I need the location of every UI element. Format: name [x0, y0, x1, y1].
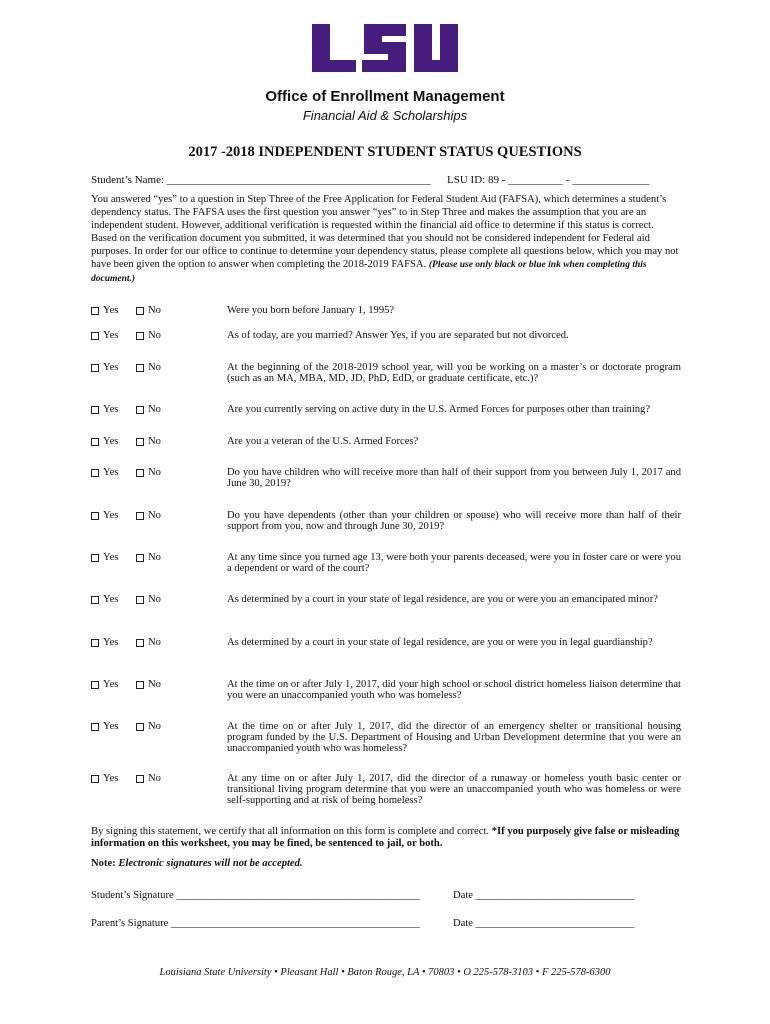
yes-checkbox[interactable] [91, 554, 99, 562]
yes-label: Yes [103, 330, 119, 341]
logo-letter-1 [312, 24, 356, 72]
question-text: Are you currently serving on active duty in the U.S. Armed Forces for purposes other than training? [227, 404, 651, 415]
no-checkbox[interactable] [136, 438, 144, 446]
yes-label: Yes [103, 721, 119, 732]
yes-option[interactable] [91, 594, 118, 605]
lsu-id-field[interactable]: LSU ID: 89 - __________ - ______________ [447, 174, 650, 186]
yes-option[interactable] [91, 436, 118, 447]
logo-letter-2 [362, 24, 406, 72]
certification-text: By signing this statement, we certify that all information on this form is complete and correct. [91, 826, 490, 837]
yes-checkbox[interactable] [91, 775, 99, 783]
no-label: No [148, 436, 161, 447]
intro-text: You answered “yes” to a question in Step Three of the Free Application for Federal Student Aid (FAFSA), which determines a student’s dependency status. The FAFSA uses the first question you answer “yes” to in Step Three and makes the assumption that you are an independent student. However, additional verification is requested within the financial aid office to determine if this status is correct. Based on the verification document you submitted, it was determined that you should not be considered independent for Federal aid purposes. In order for our office to continue to determine your dependency status, please complete all questions below, which you may not have been given the option to answer when completing the 2018-2019 FAFSA. [91, 194, 679, 270]
no-option[interactable] [136, 404, 161, 415]
logo-letter-3 [414, 24, 458, 72]
yes-label: Yes [103, 679, 119, 690]
no-label: No [148, 510, 161, 521]
student-signature-field[interactable]: Student’s Signature ______________________________________________ [91, 890, 420, 901]
parent-date-field[interactable]: Date ______________________________ [453, 918, 635, 929]
no-label: No [148, 467, 161, 478]
no-option[interactable] [136, 773, 161, 784]
student-date-field[interactable]: Date ______________________________ [453, 890, 635, 901]
yes-option[interactable] [91, 404, 118, 415]
question-text: At any time since you turned age 13, were both your parents deceased, were you in foster care or were you a dependent or ward of the court? [227, 552, 681, 574]
department-name: Financial Aid & Scholarships [302, 108, 468, 123]
question-text: Are you a veteran of the U.S. Armed Forces? [227, 436, 419, 447]
yes-label: Yes [103, 637, 119, 648]
parent-signature-field[interactable]: Parent’s Signature _______________________________________________ [91, 918, 420, 929]
yes-label: Yes [103, 305, 119, 316]
yes-checkbox[interactable] [91, 307, 99, 315]
question-text: At the time on or after July 1, 2017, did the director of an emergency shelter or transitional housing program funded by the U.S. Department of Housing and Urban Development determine that you were an unaccompanied youth who was homeless? [227, 721, 681, 754]
no-checkbox[interactable] [136, 469, 144, 477]
yes-option[interactable] [91, 510, 118, 521]
no-option[interactable] [136, 362, 161, 373]
no-checkbox[interactable] [136, 364, 144, 372]
no-option[interactable] [136, 679, 161, 690]
question-text: Do you have dependents (other than your children or spouse) who will receive more than half of their support from you, now and through June 30, 2019? [227, 510, 681, 532]
no-label: No [148, 362, 161, 373]
lsu-logo-icon [310, 22, 460, 74]
lsu-logo [0, 22, 770, 79]
intro-hint: (Please use only black or blue ink when completing this document.) [91, 260, 647, 284]
yes-label: Yes [103, 510, 119, 521]
no-label: No [148, 679, 161, 690]
no-label: No [148, 637, 161, 648]
question-text: At the time on or after July 1, 2017, did your high school or school district homeless liaison determine that you were an unaccompanied youth who was homeless? [227, 679, 681, 701]
yes-label: Yes [103, 467, 119, 478]
question-text: Were you born before January 1, 1995? [227, 305, 395, 316]
no-option[interactable] [136, 467, 161, 478]
yes-checkbox[interactable] [91, 596, 99, 604]
yes-option[interactable] [91, 552, 118, 563]
yes-checkbox[interactable] [91, 512, 99, 520]
no-label: No [148, 721, 161, 732]
yes-label: Yes [103, 552, 119, 563]
no-option[interactable] [136, 552, 161, 563]
no-option[interactable] [136, 721, 161, 732]
question-text: At any time on or after July 1, 2017, did the director of a runaway or homeless youth basic center or transitional living program determine that you were an unaccompanied youth who was homeless or were self-supporting and at risk of being homeless? [227, 773, 681, 806]
office-name: Office of Enrollment Management [265, 88, 505, 105]
no-checkbox[interactable] [136, 775, 144, 783]
student-name-field[interactable]: Student’s Name: ________________________________________________ [91, 174, 431, 186]
question-text: At the beginning of the 2018-2019 school year, will you be working on a master’s or doctorate program (such as an MA, MBA, MD, JD, PhD, EdD, or graduate certificate, etc.)? [227, 362, 681, 384]
note [91, 858, 303, 869]
no-checkbox[interactable] [136, 554, 144, 562]
question-text: As determined by a court in your state of legal residence, are you or were you in legal guardianship? [227, 637, 653, 648]
no-label: No [148, 330, 161, 341]
yes-option[interactable] [91, 330, 118, 341]
yes-option[interactable] [91, 773, 118, 784]
yes-checkbox[interactable] [91, 332, 99, 340]
note-label: Note: [91, 858, 116, 869]
no-option[interactable] [136, 510, 161, 521]
no-checkbox[interactable] [136, 332, 144, 340]
no-checkbox[interactable] [136, 512, 144, 520]
no-checkbox[interactable] [136, 681, 144, 689]
yes-checkbox[interactable] [91, 364, 99, 372]
no-checkbox[interactable] [136, 406, 144, 414]
yes-option[interactable] [91, 721, 118, 732]
certification-statement [91, 826, 681, 850]
yes-label: Yes [103, 773, 119, 784]
warning-text: *If you purposely give false or misleading information on this worksheet, you may be fined, be sentenced to jail, or both. [91, 826, 680, 849]
footer-address: Louisiana State University • Pleasant Hall • Baton Rouge, LA • 70803 • O 225-578-3103 • F 225-578-6300 [159, 967, 611, 978]
no-option[interactable] [136, 637, 161, 648]
yes-label: Yes [103, 362, 119, 373]
yes-checkbox[interactable] [91, 681, 99, 689]
no-label: No [148, 404, 161, 415]
yes-checkbox[interactable] [91, 469, 99, 477]
question-text: As determined by a court in your state of legal residence, are you or were you an emancipated minor? [227, 594, 658, 605]
yes-label: Yes [103, 404, 119, 415]
yes-option[interactable] [91, 679, 118, 690]
no-option[interactable] [136, 305, 161, 316]
yes-checkbox[interactable] [91, 438, 99, 446]
yes-option[interactable] [91, 467, 118, 478]
question-text: As of today, are you married? Answer Yes, if you are separated but not divorced. [227, 330, 569, 341]
no-checkbox[interactable] [136, 307, 144, 315]
no-option[interactable] [136, 594, 161, 605]
no-label: No [148, 594, 161, 605]
no-label: No [148, 552, 161, 563]
no-option[interactable] [136, 436, 161, 447]
no-checkbox[interactable] [136, 723, 144, 731]
no-label: No [148, 305, 161, 316]
yes-checkbox[interactable] [91, 723, 99, 731]
no-checkbox[interactable] [136, 639, 144, 647]
yes-checkbox[interactable] [91, 639, 99, 647]
no-checkbox[interactable] [136, 596, 144, 604]
yes-option[interactable] [91, 637, 118, 648]
no-option[interactable] [136, 330, 161, 341]
yes-option[interactable] [91, 362, 118, 373]
yes-option[interactable] [91, 305, 118, 316]
question-text: Do you have children who will receive more than half of their support from you between July 1, 2017 and June 30, 2019? [227, 467, 681, 489]
yes-label: Yes [103, 436, 119, 447]
note-text: Electronic signatures will not be accepted. [118, 858, 303, 869]
yes-label: Yes [103, 594, 119, 605]
yes-checkbox[interactable] [91, 406, 99, 414]
form-title: 2017 -2018 INDEPENDENT STUDENT STATUS QUESTIONS [188, 144, 582, 160]
intro-paragraph [91, 193, 681, 286]
no-label: No [148, 773, 161, 784]
